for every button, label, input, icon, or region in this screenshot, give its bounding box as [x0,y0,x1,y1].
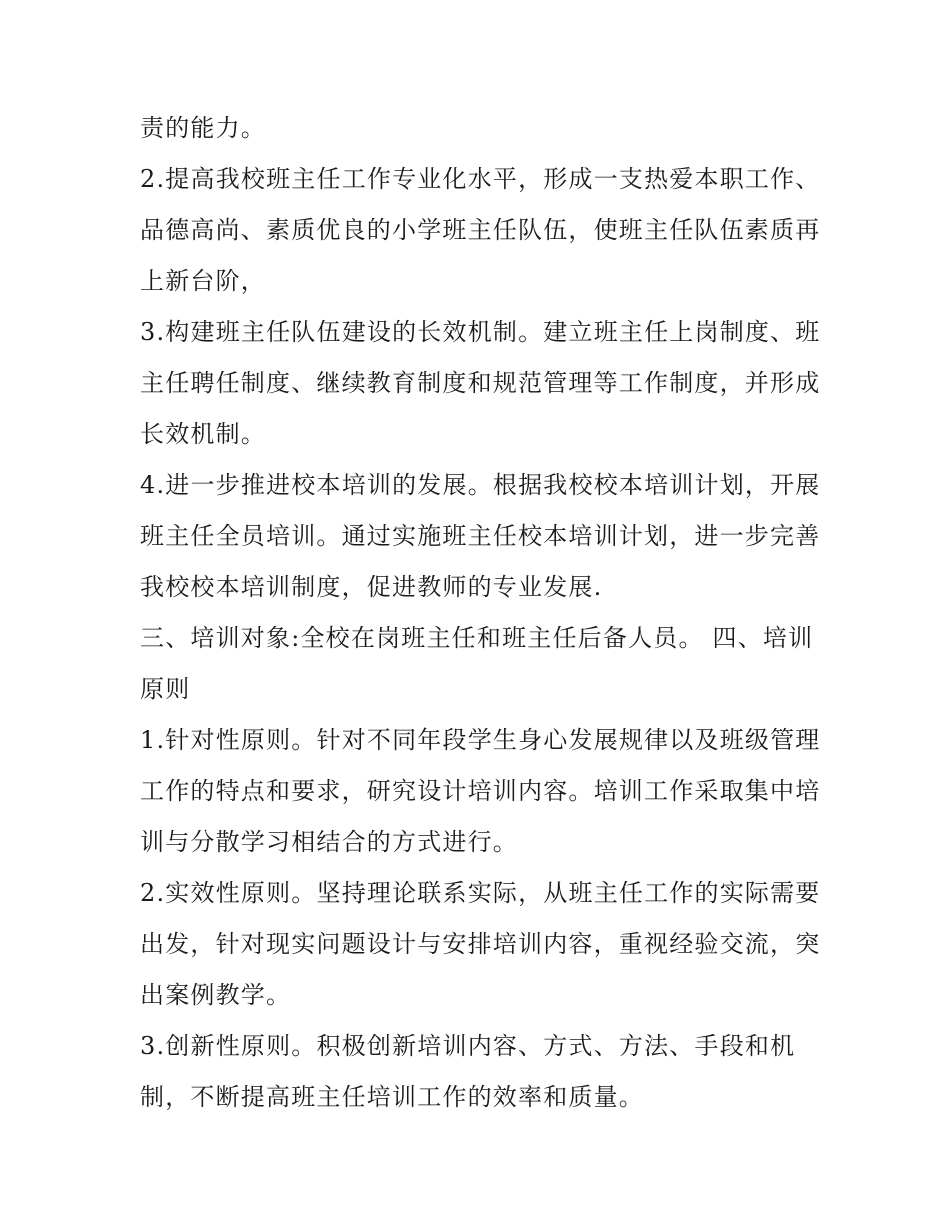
text-line: 长效机制。 [140,420,266,448]
text-line: 3.构建班主任队伍建设的长效机制。建立班主任上岗制度、班 [140,318,821,346]
text-line: 责的能力。 [140,114,266,142]
text-line: 3.创新性原则。积极创新培训内容、方式、方法、手段和机 [140,1032,796,1060]
body-text [140,103,820,1123]
text-line: 上新台阶， [140,267,266,295]
text-line: 品德高尚、素质优良的小学班主任队伍，使班主任队伍素质再 [140,216,821,244]
text-line: 制，不断提高班主任培训工作的效率和质量。 [140,1083,644,1111]
text-line: 原则 [140,675,191,703]
text-line: 训与分散学习相结合的方式进行。 [140,828,518,856]
text-line: 三、培训对象:全校在岗班主任和班主任后备人员。 四、培训 [140,624,814,652]
text-line: 我校校本培训制度，促进教师的专业发展. [140,573,603,601]
text-line: 出案例教学。 [140,981,292,1009]
text-line: 班主任全员培训。通过实施班主任校本培训计划，进一步完善 [140,522,821,550]
text-line: 工作的特点和要求，研究设计培训内容。培训工作采取集中培 [140,777,821,805]
text-line: 2.实效性原则。坚持理论联系实际，从班主任工作的实际需要 [140,879,821,907]
text-line: 4.进一步推进校本培训的发展。根据我校校本培训计划，开展 [140,471,821,499]
text-line: 主任聘任制度、继续教育制度和规范管理等工作制度，并形成 [140,369,821,397]
text-line: 2.提高我校班主任工作专业化水平，形成一支热爱本职工作、 [140,165,821,193]
text-line: 出发，针对现实问题设计与安排培训内容，重视经验交流，突 [140,930,821,958]
text-line: 1.针对性原则。针对不同年段学生身心发展规律以及班级管理 [140,726,821,754]
